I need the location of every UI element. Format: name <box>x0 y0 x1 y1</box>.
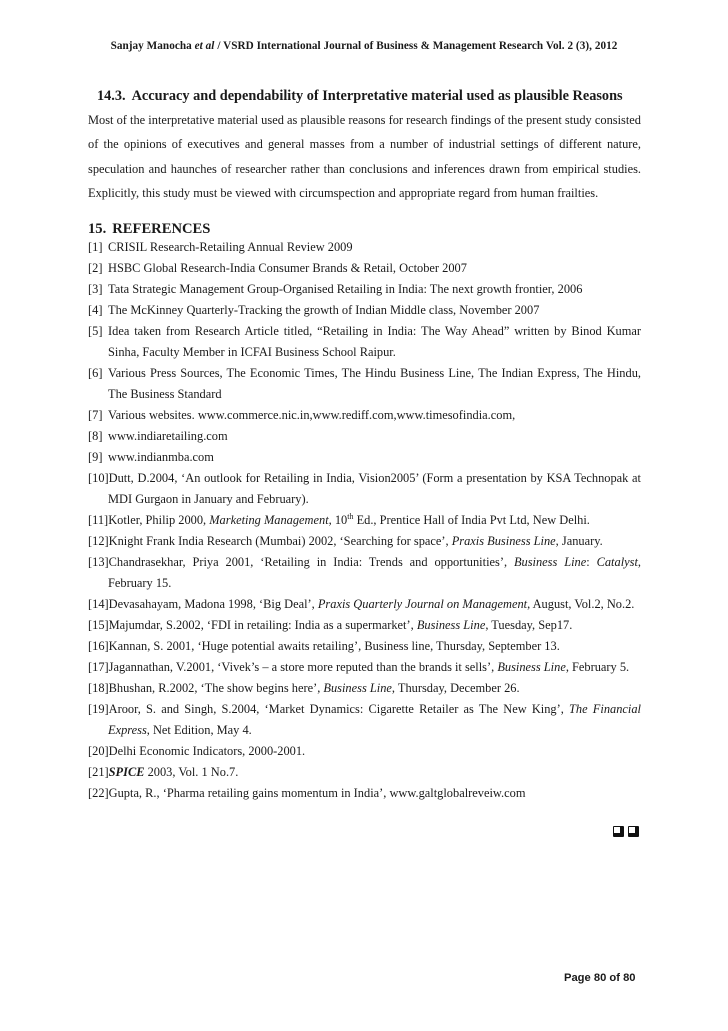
section-title: Accuracy and dependability of Interpretative material used as plausible Reasons <box>131 88 623 104</box>
reference-text: Kannan, S. 2001, ‘Huge potential awaits retailing’, Business line, Thursday, September 13. <box>108 639 560 653</box>
reference-text: 2003, Vol. 1 No.7. <box>144 765 239 779</box>
reference-source: Business Line <box>513 555 587 569</box>
reference-source: Business Line <box>323 681 392 695</box>
reference-text: Devasahayam, Madona 1998, ‘Big Deal’, <box>108 597 318 611</box>
reference-text: Various websites. www.commerce.nic.in,www.rediff.com,www.timesofindia.com, <box>108 408 516 422</box>
double-box-end-mark-icon <box>613 826 641 838</box>
reference-text: , Net Edition, May 4. <box>146 723 252 737</box>
reference-source: SPICE <box>108 765 145 779</box>
reference-item <box>88 258 641 279</box>
reference-list <box>88 237 641 804</box>
reference-text: Chandrasekhar, Priya 2001, ‘Retailing in India: Trends and opportunities’, <box>108 555 514 569</box>
reference-text: , August, Vol.2, No.2. <box>527 597 635 611</box>
reference-text: Ed., Prentice Hall of India Pvt Ltd, New Delhi. <box>353 513 590 527</box>
reference-number: [9] <box>88 450 103 464</box>
reference-number: [2] <box>88 261 103 275</box>
reference-item <box>88 636 641 657</box>
reference-number: [8] <box>88 429 103 443</box>
reference-item <box>88 699 641 741</box>
box-icon <box>628 826 639 837</box>
reference-text: , February 5. <box>565 660 630 674</box>
reference-text: : <box>586 555 597 569</box>
section-heading <box>97 88 623 105</box>
reference-number: [12] <box>88 534 109 548</box>
reference-item <box>88 741 641 762</box>
reference-number: [17] <box>88 660 109 674</box>
reference-item <box>88 405 641 426</box>
reference-text: Aroor, S. and Singh, S.2004, ‘Market Dynamics: Cigarette Retailer as The New King’, <box>108 702 570 716</box>
reference-text: Bhushan, R.2002, ‘The show begins here’, <box>108 681 324 695</box>
reference-source: Praxis Business Line <box>451 534 556 548</box>
reference-source: Marketing Management, <box>209 513 332 527</box>
references-number: 15. <box>88 221 107 237</box>
header-journal: / VSRD International Journal of Business & Management Research Vol. 2 (3), 2012 <box>214 40 618 52</box>
reference-number: [19] <box>88 702 109 716</box>
reference-text: CRISIL Research-Retailing Annual Review 2009 <box>108 240 353 254</box>
reference-number: [10] <box>88 471 109 485</box>
reference-text: www.indianmba.com <box>108 450 214 464</box>
reference-source: Business Line <box>416 618 486 632</box>
reference-text: Knight Frank India Research (Mumbai) 2002, ‘Searching for space’, <box>108 534 452 548</box>
page-number: Page 80 of 80 <box>564 972 636 984</box>
reference-text: Kotler, Philip 2000, <box>108 513 210 527</box>
reference-item <box>88 762 641 783</box>
reference-text: Jagannathan, V.2001, ‘Vivek’s – a store more reputed than the brands it sells’, <box>108 660 498 674</box>
reference-text: HSBC Global Research-India Consumer Brands & Retail, October 2007 <box>108 261 467 275</box>
reference-source: Business Line <box>497 660 566 674</box>
reference-number: [13] <box>88 555 109 569</box>
reference-item <box>88 468 641 510</box>
reference-text: , Tuesday, Sep17. <box>485 618 573 632</box>
reference-number: [20] <box>88 744 109 758</box>
reference-number: [7] <box>88 408 103 422</box>
header-authors: Sanjay Manocha <box>110 40 192 52</box>
reference-number: [21] <box>88 765 109 779</box>
reference-number: [16] <box>88 639 109 653</box>
reference-text: , January. <box>555 534 603 548</box>
reference-item <box>88 321 641 363</box>
reference-number: [6] <box>88 366 103 380</box>
reference-item <box>88 678 641 699</box>
reference-text: Delhi Economic Indicators, 2000-2001. <box>108 744 306 758</box>
reference-text: 10 <box>331 513 348 527</box>
reference-text: Idea taken from Research Article titled, “Retailing in India: The Way Ahead” written by Binod Kumar Sinha, Faculty Member in ICFAI Business School Raipur. <box>108 324 641 359</box>
reference-item <box>88 279 641 300</box>
section-number: 14.3. <box>97 88 126 104</box>
reference-number: [1] <box>88 240 103 254</box>
references-title: REFERENCES <box>112 221 211 237</box>
reference-number: [4] <box>88 303 103 317</box>
reference-number: [11] <box>88 513 109 527</box>
reference-item <box>88 510 641 531</box>
reference-source: Praxis Quarterly Journal on Management <box>317 597 528 611</box>
reference-text: , Thursday, December 26. <box>391 681 520 695</box>
reference-item <box>88 363 641 405</box>
reference-source: The Financial Express <box>108 702 641 737</box>
reference-text: The McKinney Quarterly-Tracking the growth of Indian Middle class, November 2007 <box>108 303 540 317</box>
reference-item <box>88 552 641 594</box>
reference-item <box>88 426 641 447</box>
reference-item <box>88 615 641 636</box>
reference-text: , February 15. <box>108 555 642 590</box>
reference-item <box>88 657 641 678</box>
reference-number: [15] <box>88 618 109 632</box>
section-paragraph: Most of the interpretative material used as plausible reasons for research findings of the present study consisted of the opinions of executives and general masses from a number of industrial settings of different nature, speculation and haunches of researcher rather than conclusions and inferences drawn from empirical studies. Explicitly, this study must be viewed with circumspection and appropriate regard from human frailties. <box>88 113 641 200</box>
reference-item <box>88 300 641 321</box>
reference-source: Catalyst <box>596 555 638 569</box>
reference-superscript: th <box>347 511 354 521</box>
reference-text: Majumdar, S.2002, ‘FDI in retailing: India as a supermarket’, <box>108 618 417 632</box>
running-header <box>0 40 728 52</box>
reference-text: Various Press Sources, The Economic Times, The Hindu Business Line, The Indian Express, The Hindu, The Business Standard <box>108 366 641 401</box>
reference-number: [14] <box>88 597 109 611</box>
reference-item <box>88 531 641 552</box>
reference-text: Tata Strategic Management Group-Organised Retailing in India: The next growth frontier, 2006 <box>108 282 583 296</box>
box-icon <box>613 826 624 837</box>
reference-number: [18] <box>88 681 109 695</box>
header-etal: et al <box>194 40 215 52</box>
reference-text: www.indiaretailing.com <box>108 429 228 443</box>
references-heading <box>88 221 210 238</box>
reference-number: [3] <box>88 282 103 296</box>
reference-item <box>88 783 641 804</box>
reference-item <box>88 237 641 258</box>
reference-item <box>88 447 641 468</box>
reference-item <box>88 594 641 615</box>
reference-number: [22] <box>88 786 109 800</box>
reference-text: Dutt, D.2004, ‘An outlook for Retailing in India, Vision2005’ (Form a presentation by KSA Technopak at MDI Gurgaon in January and February). <box>108 471 641 506</box>
reference-number: [5] <box>88 324 103 338</box>
reference-text: Gupta, R., ‘Pharma retailing gains momentum in India’, www.galtglobalreveiw.com <box>108 786 526 800</box>
